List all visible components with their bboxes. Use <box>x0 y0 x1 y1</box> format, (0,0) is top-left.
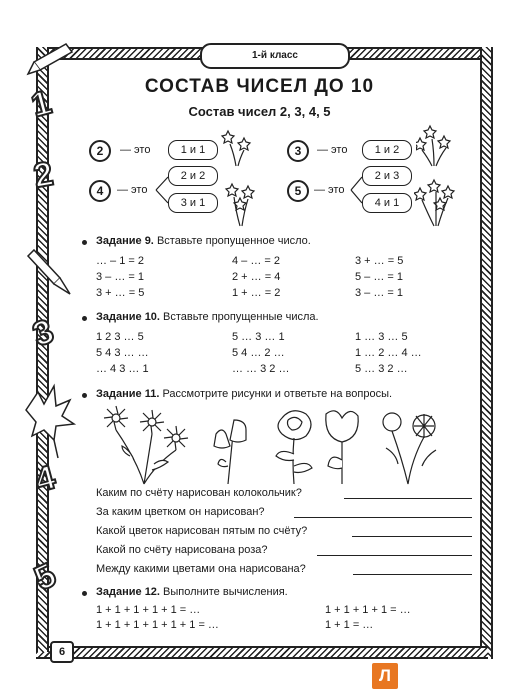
grade-tab: 1-й класс <box>200 43 350 69</box>
side-number-4: 4 <box>31 458 60 500</box>
question-1: Каким по счёту нарисован колокольчик? <box>96 487 302 499</box>
its-label: — это <box>317 144 348 156</box>
bottom-border <box>36 646 488 659</box>
parts-5a: 2 и 3 <box>362 166 412 186</box>
answer-line[interactable] <box>352 535 472 537</box>
task-12-row: 1 + 1 + 1 + 1 = … <box>325 604 411 616</box>
task-10-row: 1 … 3 … 5 <box>355 331 408 343</box>
number-2-circle: 2 <box>89 140 111 162</box>
question-2: За каким цветком он нарисован? <box>96 506 265 518</box>
bullet <box>82 591 87 596</box>
its-label: — это <box>117 184 148 196</box>
page-title: СОСТАВ ЧИСЕЛ ДО 10 <box>144 76 375 97</box>
task-9-row: 2 + … = 4 <box>232 271 281 283</box>
task-9-row: 3 + … = 5 <box>355 255 404 267</box>
task-11-text: Рассмотрите рисунки и ответьте на вопросы. <box>162 388 393 400</box>
answer-line[interactable] <box>294 516 472 518</box>
question-4: Какой по счёту нарисована роза? <box>96 544 268 556</box>
task-9-row: 4 – … = 2 <box>232 255 281 267</box>
task-9-row: 3 – … = 1 <box>96 271 145 283</box>
side-number-1: 1 <box>27 83 56 125</box>
task-12-heading <box>96 586 288 598</box>
flowers-icon <box>222 182 262 228</box>
task-9-row: 3 – … = 1 <box>355 287 404 299</box>
answer-line[interactable] <box>317 554 472 556</box>
task-10-row: 5 4 … 2 … <box>232 347 285 359</box>
parts-4b: 3 и 1 <box>168 193 218 213</box>
flowers-icon <box>218 128 258 168</box>
bullet <box>82 240 87 245</box>
bellflower-icon <box>214 420 246 484</box>
cornflower-icon <box>383 413 436 484</box>
bullet <box>82 316 87 321</box>
leaf-icon <box>26 386 74 458</box>
number-5-circle: 5 <box>287 180 309 202</box>
rose-icon <box>276 411 312 484</box>
answer-line[interactable] <box>344 497 472 499</box>
question-5: Между какими цветами она нарисована? <box>96 563 306 575</box>
task-12-label: Задание 12. <box>96 586 160 598</box>
task-9-text: Вставьте пропущенное число. <box>156 235 311 247</box>
task-10-row: 5 4 3 … … <box>96 347 149 359</box>
side-number-3: 3 <box>27 311 59 355</box>
task-11-label: Задание 11. <box>96 388 160 400</box>
task-9-label: Задание 9. <box>96 235 154 247</box>
number-4-circle: 4 <box>89 180 111 202</box>
bullet <box>82 393 87 398</box>
tulip-icon <box>326 411 358 484</box>
task-10-row: … … 3 2 … <box>232 363 290 375</box>
task-9-row: 1 + … = 2 <box>232 287 281 299</box>
task-12-row: 1 + 1 + 1 + 1 + 1 = … <box>96 604 201 616</box>
task-9-row: 5 – … = 1 <box>355 271 404 283</box>
flowers-icon <box>414 178 460 228</box>
parts-3: 1 и 2 <box>362 140 412 160</box>
task-10-label: Задание 10. <box>96 311 160 323</box>
task-10-row: 5 … 3 … 1 <box>232 331 285 343</box>
task-9-heading <box>96 235 311 247</box>
question-3: Какой цветок нарисован пятым по счёту? <box>96 525 308 537</box>
side-number-5: 5 <box>28 555 62 599</box>
publisher-logo: Л <box>372 663 398 689</box>
pencil-icon <box>28 250 70 294</box>
side-number-2: 2 <box>30 154 56 196</box>
parts-2: 1 и 1 <box>168 140 218 160</box>
task-10-row: 1 2 3 … 5 <box>96 331 144 343</box>
answer-line[interactable] <box>353 573 472 575</box>
page-subtitle: Состав чисел 2, 3, 4, 5 <box>188 104 331 119</box>
task-10-row: 5 … 3 2 … <box>355 363 408 375</box>
task-10-text: Вставьте пропущенные числа. <box>163 311 319 323</box>
flowers-icon <box>416 124 456 168</box>
task-10-row: … 4 3 … 1 <box>96 363 149 375</box>
task-10-heading <box>96 311 319 323</box>
task-9-row: … – 1 = 2 <box>96 255 145 267</box>
task-10-row: 1 … 2 … 4 … <box>355 347 422 359</box>
task-12-text: Выполните вычисления. <box>163 586 288 598</box>
parts-4a: 2 и 2 <box>168 166 218 186</box>
task-12-row: 1 + 1 = … <box>325 619 374 631</box>
flowers-illustration <box>96 404 476 486</box>
task-9-row: 3 + … = 5 <box>96 287 145 299</box>
daisy-icon <box>104 406 188 484</box>
page-number: 6 <box>50 641 74 663</box>
its-label: — это <box>120 144 151 156</box>
its-label: — это <box>314 184 345 196</box>
task-12-row: 1 + 1 + 1 + 1 + 1 + 1 = … <box>96 619 219 631</box>
parts-5b: 4 и 1 <box>362 193 412 213</box>
task-11-heading <box>96 388 392 400</box>
number-3-circle: 3 <box>287 140 309 162</box>
